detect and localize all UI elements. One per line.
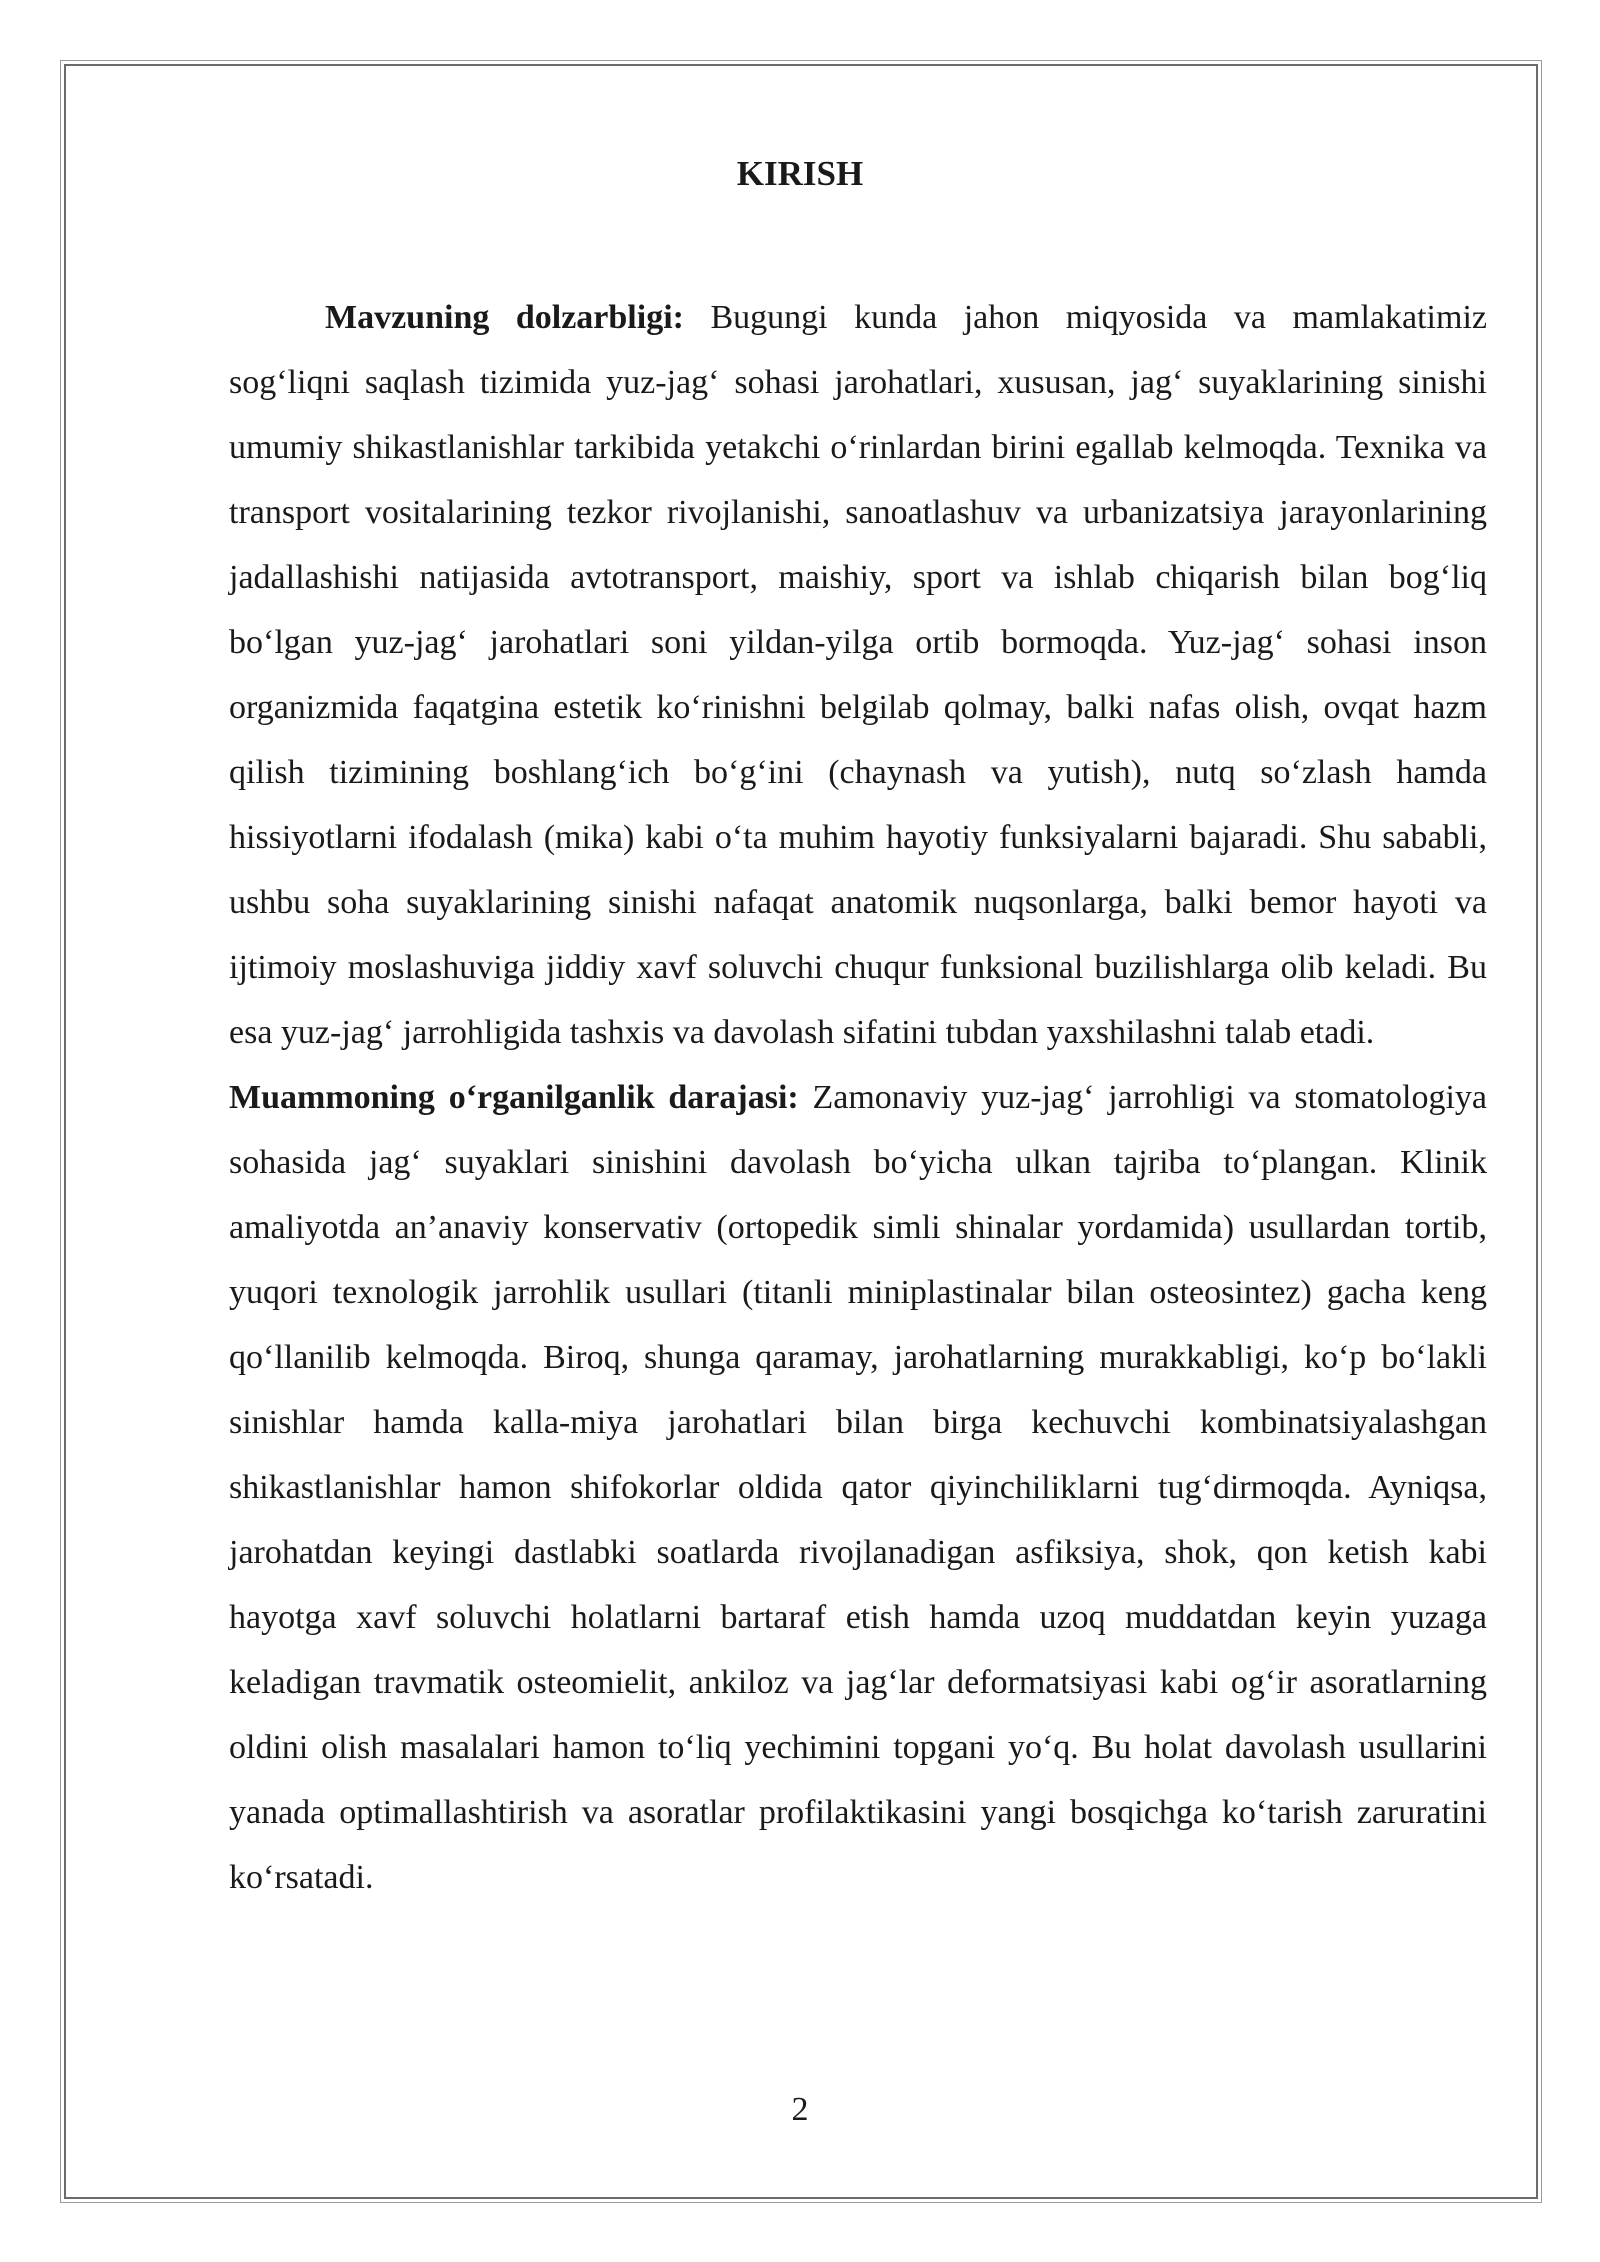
section-title: KIRISH bbox=[736, 154, 864, 193]
paragraph-relevance bbox=[229, 285, 1487, 1065]
paragraph-text-research-degree: Zamonaviy yuz-jag‘ jarrohligi va stomatologiya sohasida jag‘ suyaklari sinishini davolash bo‘yicha ulkan tajriba to‘plangan. Klinik amaliyotda an’anaviy konservativ (ortopedik simli shinalar yordamida) usullardan tortib, yuqori texnologik jarrohlik usullari (titanli miniplastinalar bilan osteosintez) gacha keng qo‘llanilib kelmoqda. Biroq, shunga qaramay, jarohatlarning murakkabligi, ko‘p bo‘lakli sinishlar hamda kalla-miya jarohatlari bilan birga kechuvchi kombinatsiyalashgan shikastlanishlar hamon shifokorlar oldida qator qiyinchiliklarni tug‘dirmoqda. Ayniqsa, jarohatdan keyingi dastlabki soatlarda rivojlanadigan asfiksiya, shok, qon ketish kabi hayotga xavf soluvchi holatlarni bartaraf etish hamda uzoq muddatdan keyin yuzaga keladigan travmatik osteomielit, ankiloz va jag‘lar deformatsiyasi kabi og‘ir asoratlarning oldini olish masalalari hamon to‘liq yechimini topgani yo‘q. Bu holat davolash usullarini yanada optimallashtirish va asoratlar profilaktikasini yangi bosqichga ko‘tarish zaruratini ko‘rsatadi. bbox=[229, 1079, 1487, 1896]
paragraph-text-relevance: Bugungi kunda jahon miqyosida va mamlakatimiz sog‘liqni saqlash tizimida yuz-jag‘ sohasi jarohatlari, xususan, jag‘ suyaklarining sinishi umumiy shikastlanishlar tarkibida yetakchi o‘rinlardan birini egallab kelmoqda. Texnika va transport vositalarining tezkor rivojlanishi, sanoatlashuv va urbanizatsiya jarayonlarining jadallashishi natijasida avtotransport, maishiy, sport va ishlab chiqarish bilan bog‘liq bo‘lgan yuz-jag‘ jarohatlari soni yildan-yilga ortib bormoqda. Yuz-jag‘ sohasi inson organizmida faqatgina estetik ko‘rinishni belgilab qolmay, balki nafas olish, ovqat hazm qilish tizimining boshlang‘ich bo‘g‘ini (chaynash va yutish), nutq so‘zlash hamda hissiyotlarni ifodalash (mika) kabi o‘ta muhim hayotiy funksiyalarni bajaradi. Shu sababli, ushbu soha suyaklarining sinishi nafaqat anatomik nuqsonlarga, balki bemor hayoti va ijtimoiy moslashuviga jiddiy xavf soluvchi chuqur funksional buzilishlarga olib keladi. Bu esa yuz-jag‘ jarrohligida tashxis va davolash sifatini tubdan yaxshilashni talab etadi. bbox=[229, 299, 1487, 1051]
paragraph-lead-relevance: Mavzuning dolzarbligi: bbox=[325, 299, 684, 336]
document-body bbox=[229, 285, 1487, 1910]
paragraph-research-degree bbox=[229, 1065, 1487, 1910]
page-number: 2 bbox=[791, 2091, 809, 2128]
paragraph-lead-research-degree: Muammoning o‘rganilganlik darajasi: bbox=[229, 1079, 799, 1116]
